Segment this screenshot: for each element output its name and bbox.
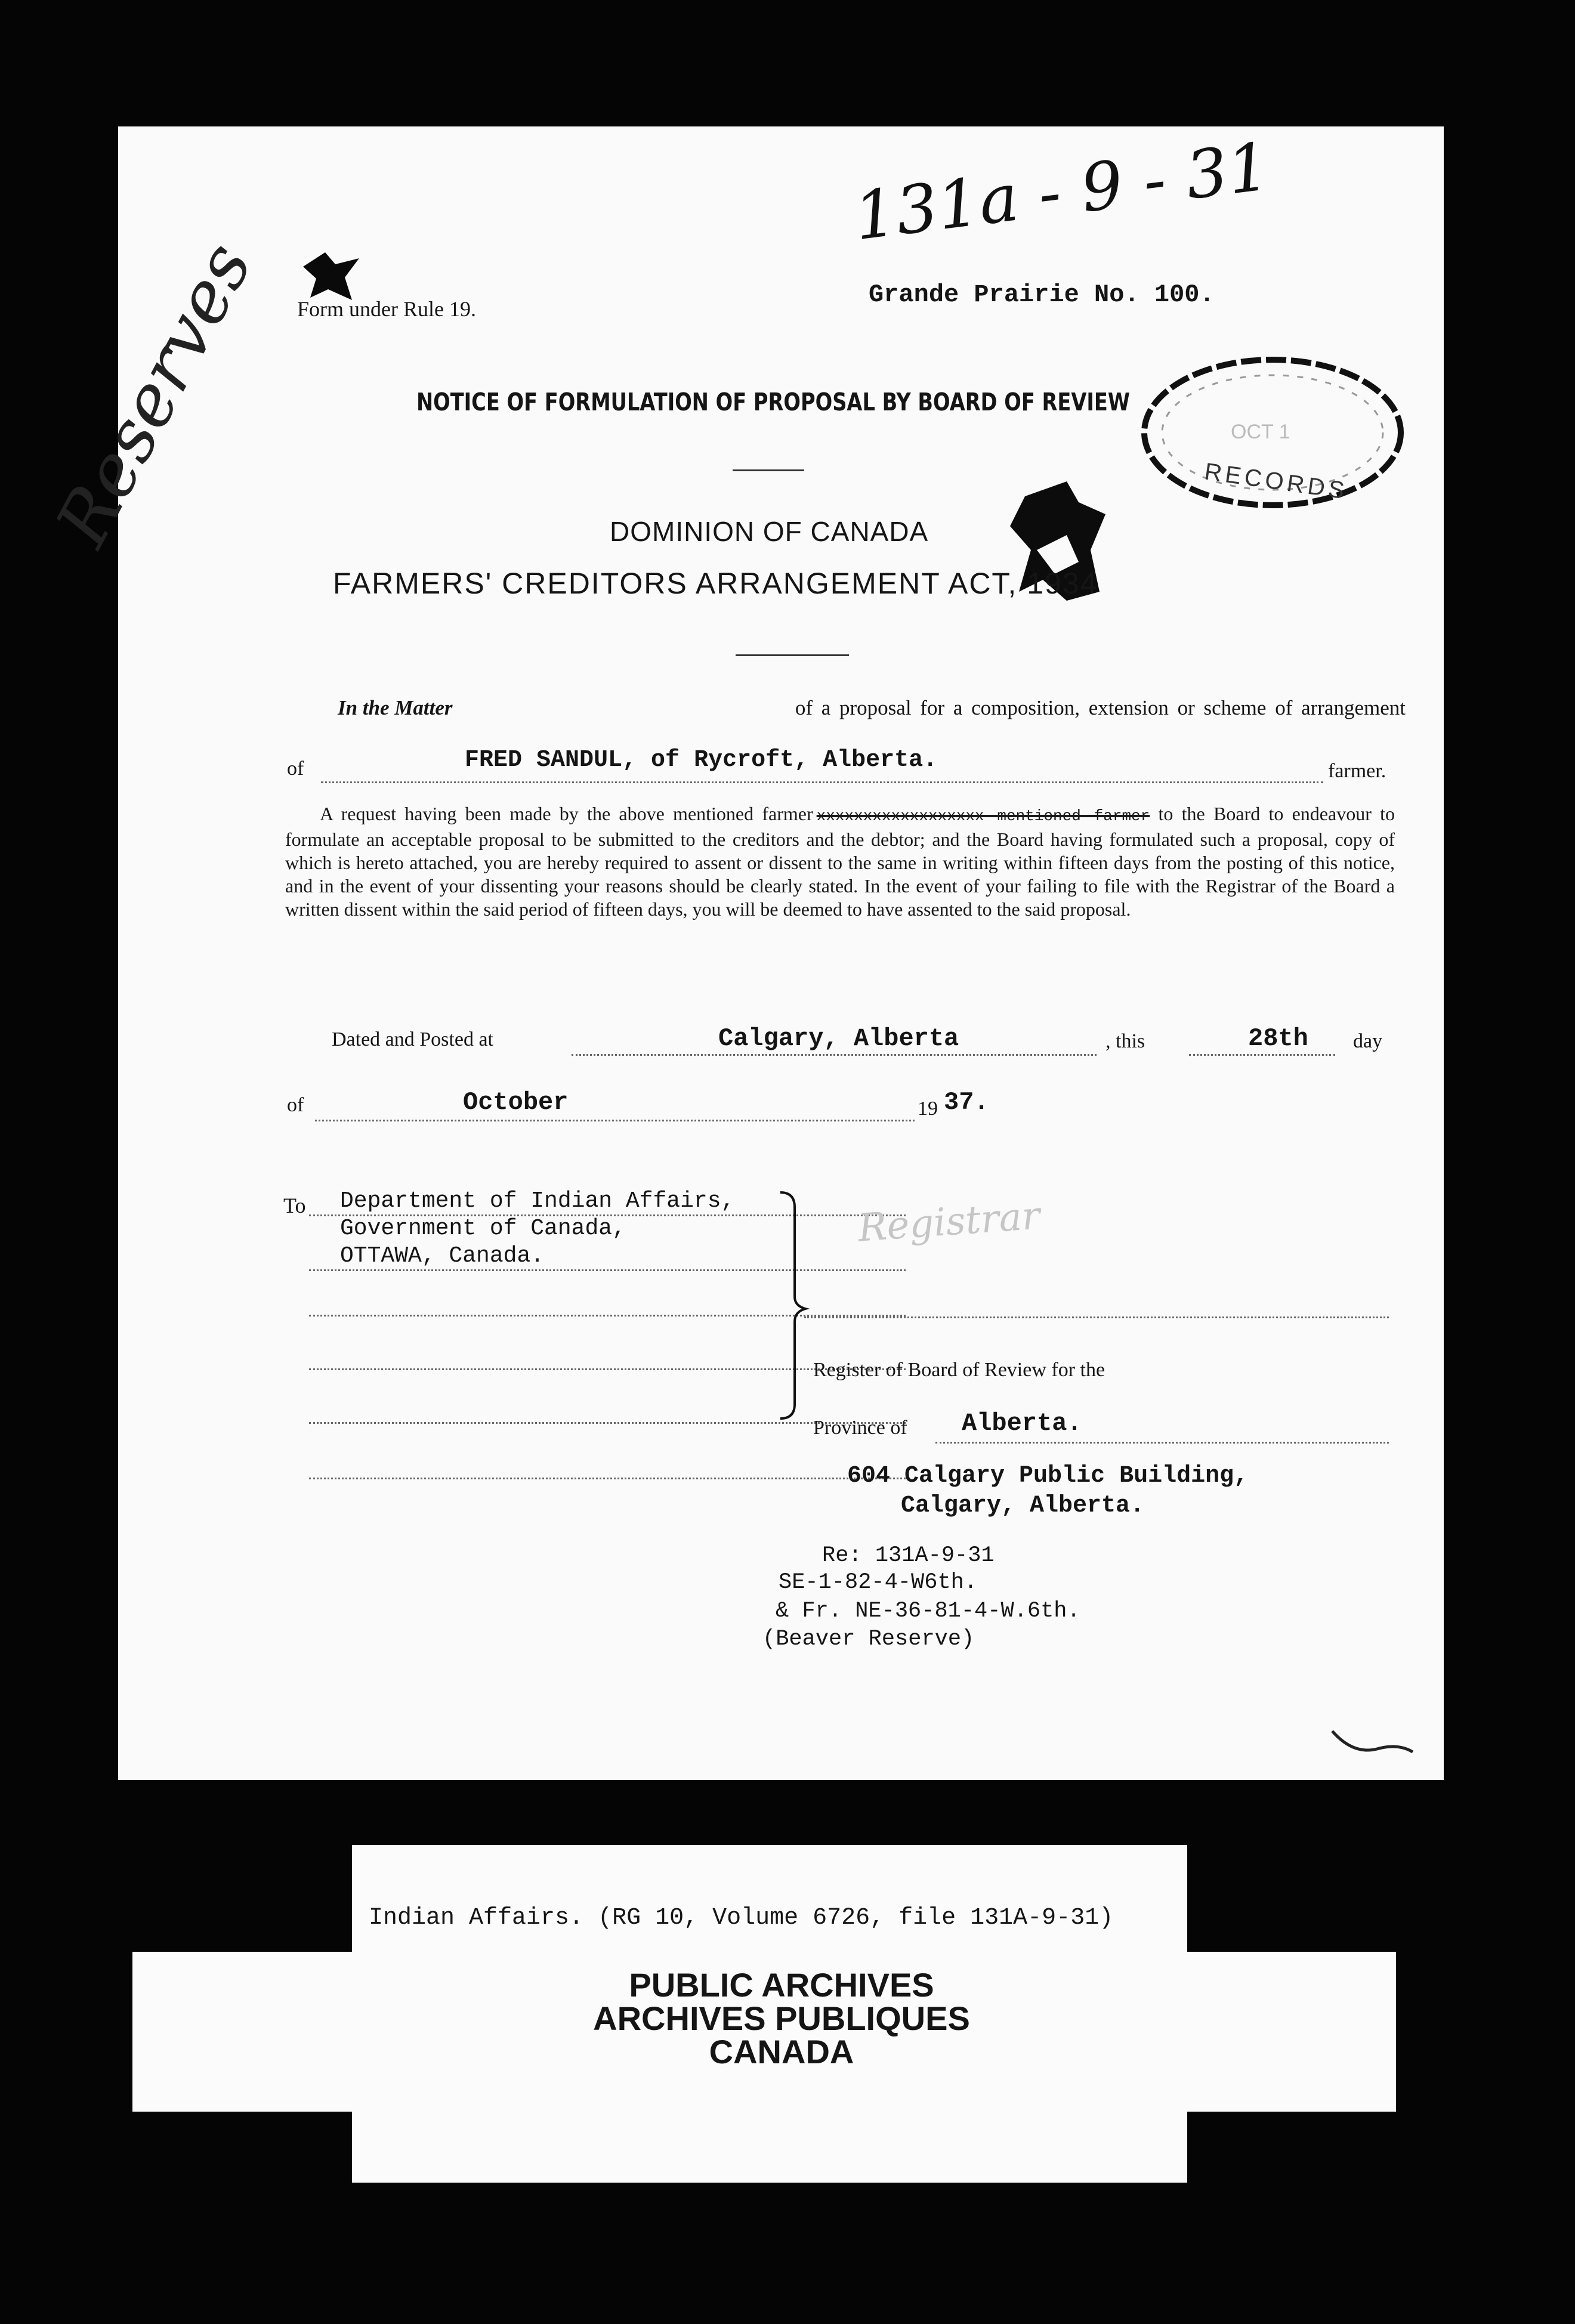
- matter-rest: of a proposal for a composition, extension or scheme of arrangement: [795, 696, 1406, 719]
- to-dotline-7: [309, 1478, 906, 1479]
- dated-day: 28th: [1246, 1024, 1311, 1053]
- province-label: Province of: [813, 1417, 907, 1439]
- to-line-1: Department of Indian Affairs,: [340, 1188, 735, 1214]
- farmer-name: FRED SANDUL, of Rycroft, Alberta.: [461, 747, 941, 774]
- notice-body-paragraph: [285, 802, 1395, 921]
- form-rule: Form under Rule 19.: [297, 297, 476, 321]
- to-dotline-1: [309, 1214, 906, 1216]
- document-page: [41, 126, 1444, 1780]
- dated-of-label: of: [287, 1094, 304, 1116]
- of-suffix: farmer.: [1328, 760, 1386, 782]
- matter-lead: In the Matter: [338, 696, 453, 719]
- title-rule-2: [736, 654, 849, 656]
- reference-line-2: SE-1-82-4-W6th.: [779, 1570, 978, 1595]
- to-line-3: OTTAWA, Canada.: [340, 1243, 545, 1269]
- district-number: Grande Prairie No. 100.: [869, 280, 1215, 309]
- body-struck-text: xxxxxxxxxxxxxxxxxx mentioned farmer: [816, 807, 1150, 825]
- dated-place: Calgary, Alberta: [715, 1024, 962, 1053]
- handwritten-file-number: 131a - 9 - 31: [850, 128, 1274, 255]
- act-title: FARMERS' CREDITORS ARRANGEMENT ACT, 1934: [333, 567, 1098, 600]
- of-dotline: [321, 781, 1323, 783]
- title-rule-1: [733, 469, 804, 471]
- reference-line-3: & Fr. NE-36-81-4-W.6th.: [776, 1599, 1080, 1624]
- registrar-address-2: Calgary, Alberta.: [901, 1492, 1145, 1519]
- dated-label: Dated and Posted at: [332, 1028, 493, 1050]
- registrar-signature: Registrar: [856, 1194, 1042, 1251]
- handwritten-margin-note: Reserves: [41, 229, 268, 560]
- registrar-address-1: 604 Calgary Public Building,: [847, 1463, 1249, 1489]
- body-part-1: A request having been made by the above mentioned farmer: [320, 803, 813, 824]
- dominion-heading: DOMINION OF CANADA: [610, 516, 929, 547]
- signature-dotline: [804, 1316, 1389, 1318]
- archive-citation: Indian Affairs. (RG 10, Volume 6726, file 131A-9-31): [369, 1905, 1114, 1931]
- dated-year-prefix: 19: [918, 1098, 938, 1120]
- to-line-2: Government of Canada,: [340, 1216, 626, 1241]
- archive-line-2: ARCHIVES PUBLIQUES: [593, 1999, 970, 2037]
- dated-place-dotline: [572, 1054, 1097, 1056]
- dated-year-suffix: 37.: [944, 1088, 989, 1117]
- reference-line-1: Re: 131A-9-31: [822, 1543, 995, 1568]
- ink-blot-mark: [298, 248, 364, 304]
- pencil-squiggle-mark: [1329, 1725, 1419, 1761]
- archive-line-3: CANADA: [709, 2033, 854, 2070]
- of-prefix: of: [287, 758, 304, 780]
- dated-this-label: , this: [1105, 1030, 1145, 1052]
- records-stamp: [1132, 346, 1413, 519]
- reference-line-4: (Beaver Reserve): [762, 1627, 975, 1652]
- to-label: To: [283, 1194, 306, 1217]
- body-part-2: to the Board to endeavour to formulate an acceptable proposal to be submitted to the creditors and the debtor; and the Board having formulated such a proposal, copy of which is hereto attached, you are hereby required to assent or dissent to the same in writing within fifteen days from the posting of this notice, and in the event of your dissenting your reasons should be clearly stated. In the event of your failing to file with the Registrar of the Board a written dissent within the said period of fifteen days, you will be deemed to have assented to the said proposal.: [285, 803, 1395, 920]
- notice-title: NOTICE OF FORMULATION OF PROPOSAL BY BOARD OF REVIEW: [416, 388, 1130, 416]
- dated-month-dotline: [315, 1120, 915, 1121]
- province-value: Alberta.: [959, 1409, 1085, 1438]
- to-dotline-3: [309, 1269, 906, 1271]
- stamp-date-fragment: OCT 1: [1231, 421, 1290, 443]
- matter-line: [338, 696, 1406, 720]
- archive-line-1: PUBLIC ARCHIVES: [629, 1966, 934, 2004]
- province-dotline: [935, 1442, 1389, 1444]
- dated-day-label: day: [1353, 1030, 1383, 1052]
- registrar-title: Register of Board of Review for the: [813, 1359, 1105, 1381]
- stamp-text: RECORDS: [1203, 458, 1349, 505]
- to-bracket: [774, 1189, 816, 1422]
- dated-month: October: [459, 1088, 572, 1117]
- dated-day-dotline: [1189, 1054, 1335, 1056]
